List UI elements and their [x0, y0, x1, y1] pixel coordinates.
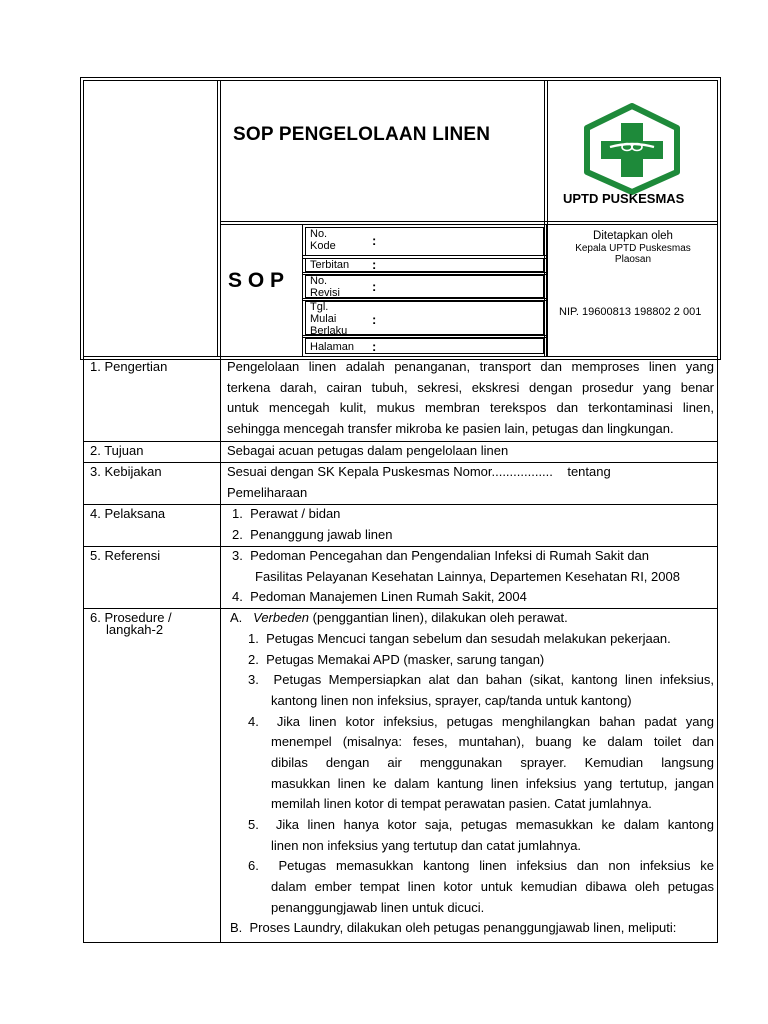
section-label: 4. Pelaksana — [90, 506, 166, 521]
header-divider — [220, 80, 221, 357]
list-item: 4. Pedoman Manajemen Linen Rumah Sakit, 2004 — [232, 589, 527, 604]
list-marker: A. — [230, 610, 243, 625]
list-item: 1. Perawat / bidan — [232, 506, 341, 521]
procedure-step: 4. Jika linen kotor infeksius, petugas menghilangkan bahan padat yang — [248, 714, 714, 729]
field-label: No. Kode — [310, 228, 336, 252]
list-item: 2. Penanggung jawab linen — [232, 527, 393, 542]
puskesmas-logo — [580, 103, 684, 195]
procedure-step: 2. Petugas Memakai APD (masker, sarung tangan) — [248, 652, 545, 667]
procedure-step-continued: kantong linen non infeksius, sprayer, cap/tanda untuk kantong) — [271, 693, 632, 708]
header-divider — [217, 80, 218, 357]
sop-label: S O P — [228, 269, 285, 292]
page-title: SOP PENGELOLAAN LINEN — [233, 124, 491, 145]
procedure-step-continued: masukkan linen ke dalam kantung linen infeksius yang tertutup, jangan — [271, 776, 714, 791]
procedure-step: 5. Jika linen hanya kotor saja, petugas memasukkan ke dalam kantong — [248, 817, 714, 832]
field-sep: : — [372, 312, 377, 327]
field-sep: : — [372, 233, 377, 248]
approval-line: Plaosan — [614, 254, 652, 265]
field-label: Tgl. Mulai Berlaku — [310, 301, 348, 337]
field-label: Terbitan — [310, 259, 350, 271]
section-label: langkah-2 — [106, 622, 164, 637]
body-border — [717, 357, 718, 943]
heading-text: (penggantian linen), dilakukan oleh perawat. — [309, 610, 568, 625]
field-sep: : — [372, 257, 377, 272]
body-border — [83, 357, 84, 943]
procedure-step: 6. Petugas memasukkan kantong linen infeksius dan non infeksius ke — [248, 858, 714, 873]
italic-term: Verbeden — [253, 610, 310, 625]
approval-line: Ditetapkan oleh — [593, 230, 673, 242]
approval-nip: NIP. 19600813 198802 2 001 — [559, 306, 702, 318]
field-sep: : — [372, 339, 377, 354]
row-divider — [83, 504, 718, 505]
kebijakan-line: Sesuai dengan SK Kepala Puskesmas Nomor................. tentang — [227, 464, 611, 479]
approval-line: Kepala UPTD Puskesmas — [575, 243, 691, 254]
pengertian-line: terkena darah, cairan tubuh, sekresi, ekskresi dengan prosedur yang benar — [227, 380, 714, 395]
procedure-step-continued: penanggungjawab linen untuk dicuci. — [271, 900, 485, 915]
header-divider — [547, 80, 548, 357]
body-border — [83, 942, 718, 943]
section-label: 1. Pengertian — [90, 359, 168, 374]
field-label: No. Revisi — [310, 275, 340, 299]
body-border — [220, 357, 221, 943]
section-label: 2. Tujuan — [90, 443, 144, 458]
list-item: 3. Pedoman Pencegahan dan Pengendalian Infeksi di Rumah Sakit dan — [232, 548, 650, 563]
pengertian-line: sehingga mencegah transfer mikroba ke pasien lain, petugas dan lingkungan. — [227, 421, 674, 436]
procedure-heading-a — [230, 608, 568, 629]
section-label: 5. Referensi — [90, 548, 161, 563]
section-label: 6. Prosedure / — [90, 610, 172, 625]
list-item-continued: Fasilitas Pelayanan Kesehatan Lainnya, Departemen Kesehatan RI, 2008 — [255, 569, 680, 584]
procedure-step-continued: dibilas dengan air menggunakan sprayer. Kemudian langsung — [271, 755, 714, 770]
procedure-heading-b: B. Proses Laundry, dilakukan oleh petugas penanggungjawab linen, meliputi: — [230, 920, 677, 935]
org-name: UPTD PUSKESMAS — [563, 191, 685, 206]
field-label: Halaman — [310, 341, 355, 353]
section-label: 3. Kebijakan — [90, 464, 162, 479]
procedure-step: 3. Petugas Mempersiapkan alat dan bahan (sikat, kantong linen infeksius, — [248, 672, 714, 687]
puskesmas-cross-logo-icon — [580, 103, 684, 195]
procedure-step: 1. Petugas Mencuci tangan sebelum dan sesudah melakukan pekerjaan. — [248, 631, 671, 646]
kebijakan-line: Pemeliharaan — [227, 485, 308, 500]
tujuan-text: Sebagai acuan petugas dalam pengelolaan linen — [227, 443, 509, 458]
procedure-step-continued: memilah linen kotor di tempat perawatan pasien. Catat jumlahnya. — [271, 796, 652, 811]
procedure-step-continued: menempel (misalnya: feses, muntahan), buang ke dalam toilet dan — [271, 734, 714, 749]
procedure-step-continued: linen non infeksius yang tertutup dan catat jumlahnya. — [271, 838, 582, 853]
header-divider — [220, 221, 718, 222]
procedure-step-continued: dalam ember tempat linen kotor untuk kemudian dibawa oleh petugas — [271, 879, 714, 894]
pengertian-line: Pengelolaan linen adalah penanganan, transport dan memproses linen yang — [227, 359, 714, 374]
field-sep: : — [372, 279, 377, 294]
pengertian-line: untuk mencegah kulit, mukus membran terekspos dan terkontaminasi linen, — [227, 400, 714, 415]
approval-block — [548, 230, 718, 265]
